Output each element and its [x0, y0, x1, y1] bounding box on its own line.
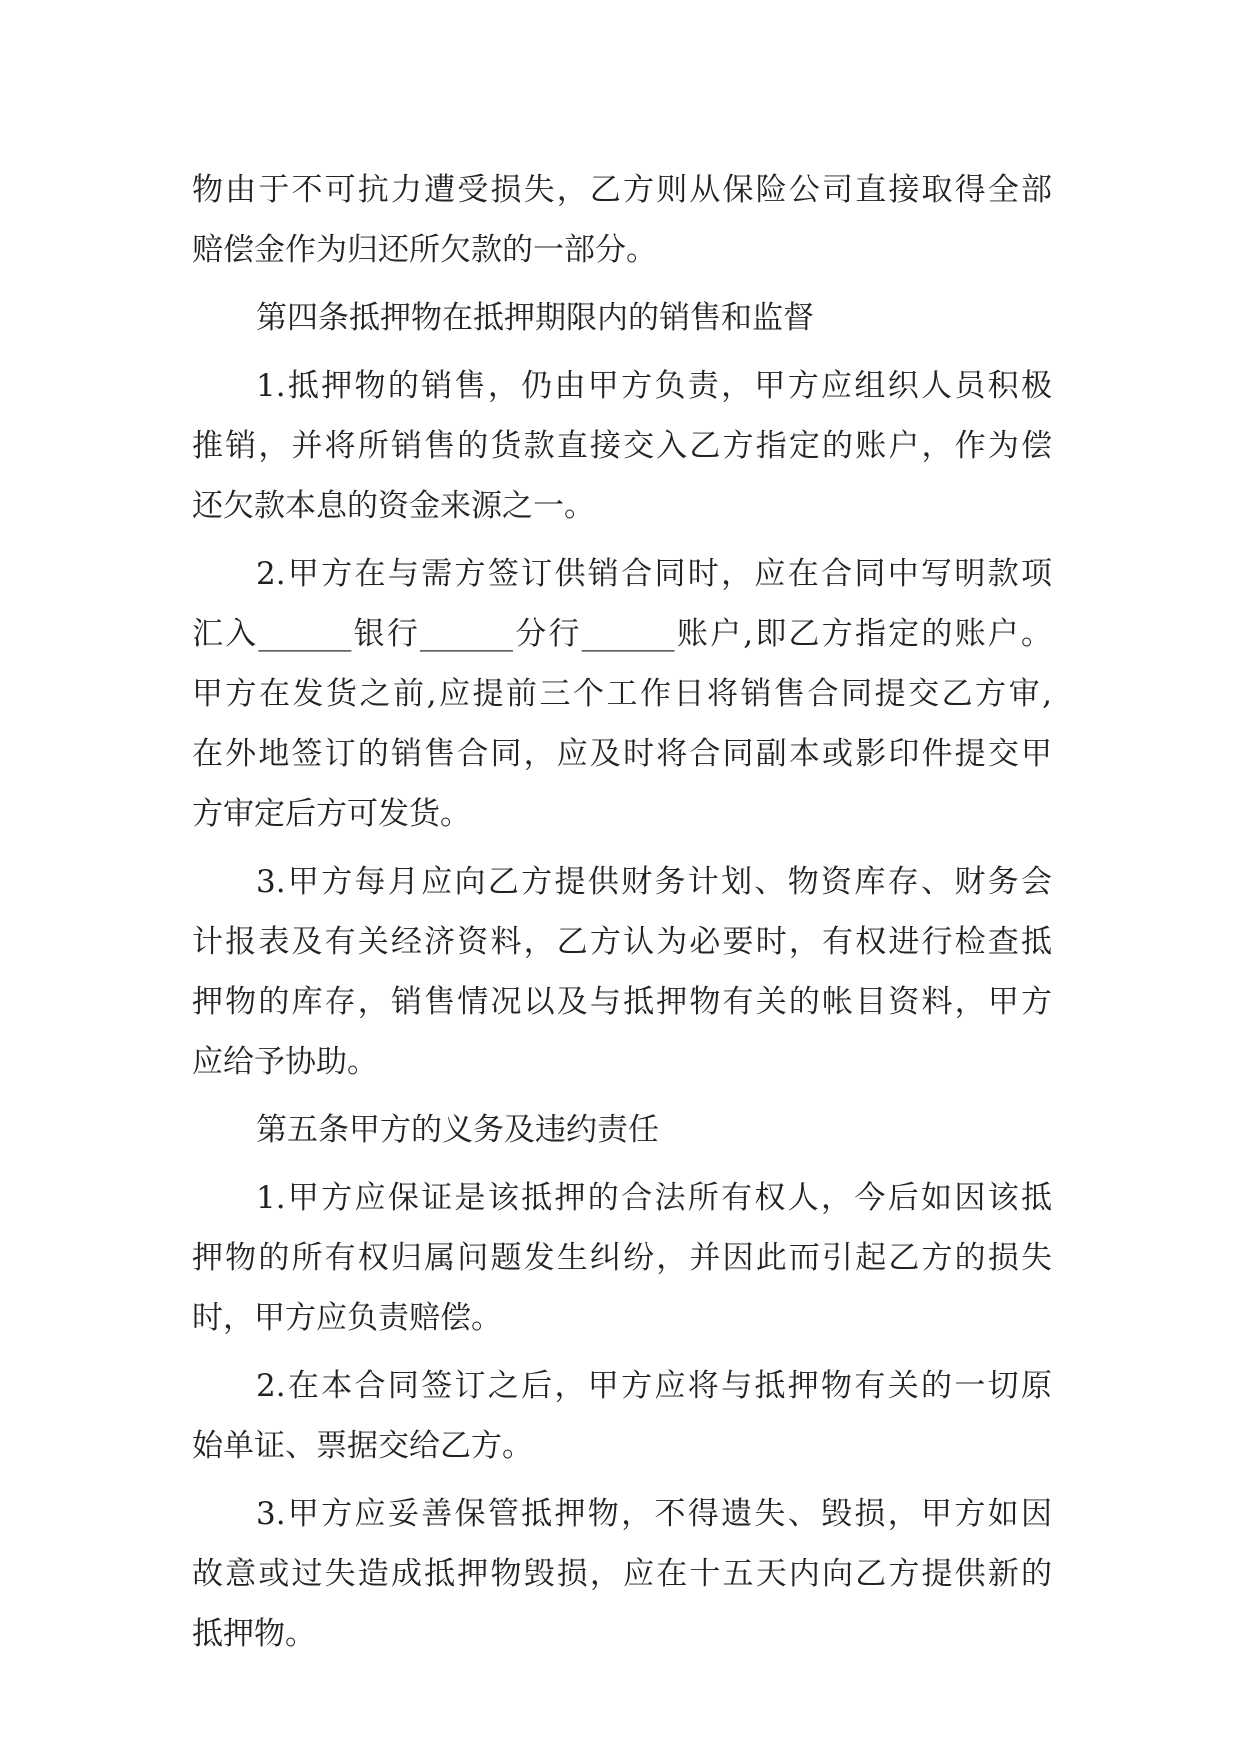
text-line: 押物的库存，销售情况以及与抵押物有关的帐目资料，甲方	[192, 984, 1052, 1020]
text-line: 3.甲方应妥善保管抵押物，不得遗失、毁损，甲方如因	[256, 1496, 1052, 1532]
article-5-heading	[192, 1100, 1052, 1160]
article-4-heading	[192, 288, 1052, 348]
text-line: 在外地签订的销售合同，应及时将合同副本或影印件提交甲	[192, 736, 1052, 772]
section-heading: 第四条抵押物在抵押期限内的销售和监督	[256, 300, 814, 336]
paragraph-5-1	[192, 1168, 1052, 1348]
document-body	[192, 160, 1052, 1672]
paragraph-4-3	[192, 852, 1052, 1092]
text-line: 方审定后方可发货。	[192, 796, 471, 832]
text-line: 3.甲方每月应向乙方提供财务计划、物资库存、财务会	[256, 864, 1052, 900]
text-line: 1.甲方应保证是该抵押的合法所有权人，今后如因该抵	[256, 1180, 1052, 1216]
text-line: 2.甲方在与需方签订供销合同时，应在合同中写明款项	[256, 556, 1052, 592]
text-line: 故意或过失造成抵押物毁损，应在十五天内向乙方提供新的	[192, 1556, 1052, 1592]
text-line: 计报表及有关经济资料，乙方认为必要时，有权进行检查抵	[192, 924, 1052, 960]
text-line: 押物的所有权归属问题发生纠纷，并因此而引起乙方的损失	[192, 1240, 1052, 1276]
paragraph-force-majeure	[192, 160, 1052, 280]
text-line: 推销，并将所销售的货款直接交入乙方指定的账户，作为偿	[192, 428, 1052, 464]
text-line: 始单证、票据交给乙方。	[192, 1428, 533, 1464]
paragraph-5-3	[192, 1484, 1052, 1664]
section-heading: 第五条甲方的义务及违约责任	[256, 1112, 659, 1148]
paragraph-4-1	[192, 356, 1052, 536]
text-line: 2.在本合同签订之后，甲方应将与抵押物有关的一切原	[256, 1368, 1052, 1404]
text-line: 甲方在发货之前,应提前三个工作日将销售合同提交乙方审,	[192, 676, 1052, 712]
text-line: 抵押物。	[192, 1616, 316, 1652]
text-line: 时，甲方应负责赔偿。	[192, 1300, 502, 1336]
text-line: 赔偿金作为归还所欠款的一部分。	[192, 232, 657, 268]
text-line: 1.抵押物的销售，仍由甲方负责，甲方应组织人员积极	[256, 368, 1052, 404]
text-line: 应给予协助。	[192, 1044, 378, 1080]
paragraph-4-2	[192, 544, 1052, 844]
paragraph-5-2	[192, 1356, 1052, 1476]
text-line: 还欠款本息的资金来源之一。	[192, 488, 595, 524]
text-line: 汇入______银行______分行______账户,即乙方指定的账户。	[192, 616, 1052, 652]
text-line: 物由于不可抗力遭受损失，乙方则从保险公司直接取得全部	[192, 172, 1052, 208]
